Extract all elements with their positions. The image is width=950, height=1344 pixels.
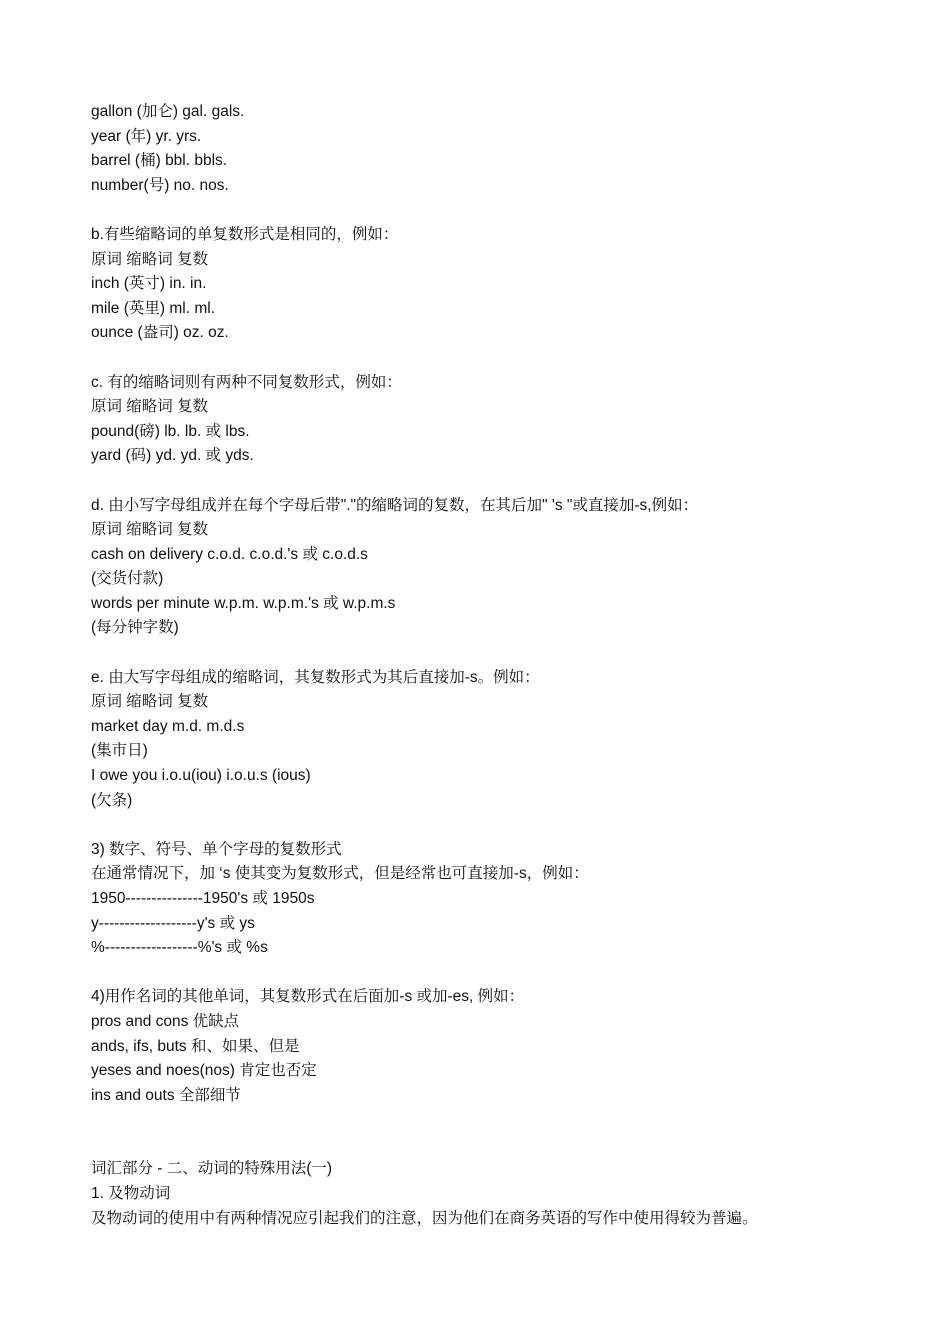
text-line: cash on delivery c.o.d. c.o.d.'s 或 c.o.d.s [91, 545, 368, 563]
paragraph-gap [91, 346, 911, 371]
text-line: I owe you i.o.u(iou) i.o.u.s (ious) [91, 767, 311, 785]
text-line: mile (英里) ml. ml. [91, 299, 215, 317]
text-line: inch (英寸) in. in. [91, 275, 207, 293]
column-header: 原词 缩略词 复数 [91, 693, 209, 711]
column-header: 原词 缩略词 复数 [91, 521, 209, 539]
column-header: 原词 缩略词 复数 [91, 250, 209, 268]
text-line: 1950---------------1950's 或 1950s [91, 890, 315, 907]
text-line: yard (码) yd. yd. 或 yds. [91, 447, 254, 465]
text-line: 在通常情况下，加 ‘s 使其变为复数形式，但是经常也可直接加-s，例如： [91, 865, 589, 883]
paragraph-gap [91, 641, 911, 666]
section-heading: d. 由小写字母组成并在每个字母后带"."的缩略词的复数，在其后加" 's "或直接加-s,例如： [91, 496, 699, 514]
subsection-heading: 1. 及物动词 [91, 1184, 171, 1202]
text-line: words per minute w.p.m. w.p.m.'s 或 w.p.m.s [91, 594, 396, 612]
section-heading: 4)用作名词的其他单词，其复数形式在后面加-s 或加-es, 例如： [91, 988, 525, 1006]
text-line: ands, ifs, buts 和、如果、但是 [91, 1037, 300, 1055]
section-verbs [91, 1157, 911, 1231]
text-line: pros and cons 优缺点 [91, 1012, 240, 1030]
text-line: (每分钟字数) [91, 619, 179, 637]
paragraph-gap [91, 1108, 911, 1157]
section-3 [91, 838, 911, 961]
text-line: ounce (盎司) oz. oz. [91, 324, 229, 342]
text-line: (集市日) [91, 742, 148, 760]
section-c [91, 371, 911, 469]
plural-examples-block [91, 100, 911, 198]
text-line: gallon (加仑) gal. gals. [91, 103, 245, 120]
chapter-heading: 词汇部分 - 二、动词的特殊用法(一) [91, 1160, 333, 1178]
text-line: (交货付款) [91, 570, 164, 588]
text-line: yeses and noes(nos) 肯定也否定 [91, 1062, 317, 1080]
section-heading: 3) 数字、符号、单个字母的复数形式 [91, 840, 342, 858]
text-line: number(号) no. nos. [91, 176, 229, 194]
text-line: pound(磅) lb. lb. 或 lbs. [91, 422, 250, 440]
section-heading: e. 由大写字母组成的缩略词，其复数形式为其后直接加-s。例如： [91, 668, 540, 686]
section-e [91, 666, 911, 814]
section-heading: b.有些缩略词的单复数形式是相同的，例如： [91, 225, 399, 243]
paragraph-gap [91, 961, 911, 986]
section-heading: c. 有的缩略词则有两种不同复数形式，例如： [91, 373, 402, 391]
text-line: %------------------%'s 或 %s [91, 939, 268, 957]
text-line: barrel (桶) bbl. bbls. [91, 152, 228, 170]
text-line: 及物动词的使用中有两种情况应引起我们的注意，因为他们在商务英语的写作中使用得较为普遍。 [91, 1209, 758, 1227]
text-line: (欠条) [91, 791, 133, 809]
section-4 [91, 985, 911, 1108]
text-line: ins and outs 全部细节 [91, 1086, 241, 1104]
section-b [91, 223, 911, 346]
paragraph-gap [91, 813, 911, 838]
paragraph-gap [91, 469, 911, 494]
text-line: year (年) yr. yrs. [91, 127, 202, 145]
column-header: 原词 缩略词 复数 [91, 398, 209, 416]
document-body [91, 100, 911, 1231]
section-d [91, 494, 911, 642]
text-line: y-------------------y's 或 ys [91, 914, 255, 932]
paragraph-gap [91, 198, 911, 223]
text-line: market day m.d. m.d.s [91, 717, 245, 735]
